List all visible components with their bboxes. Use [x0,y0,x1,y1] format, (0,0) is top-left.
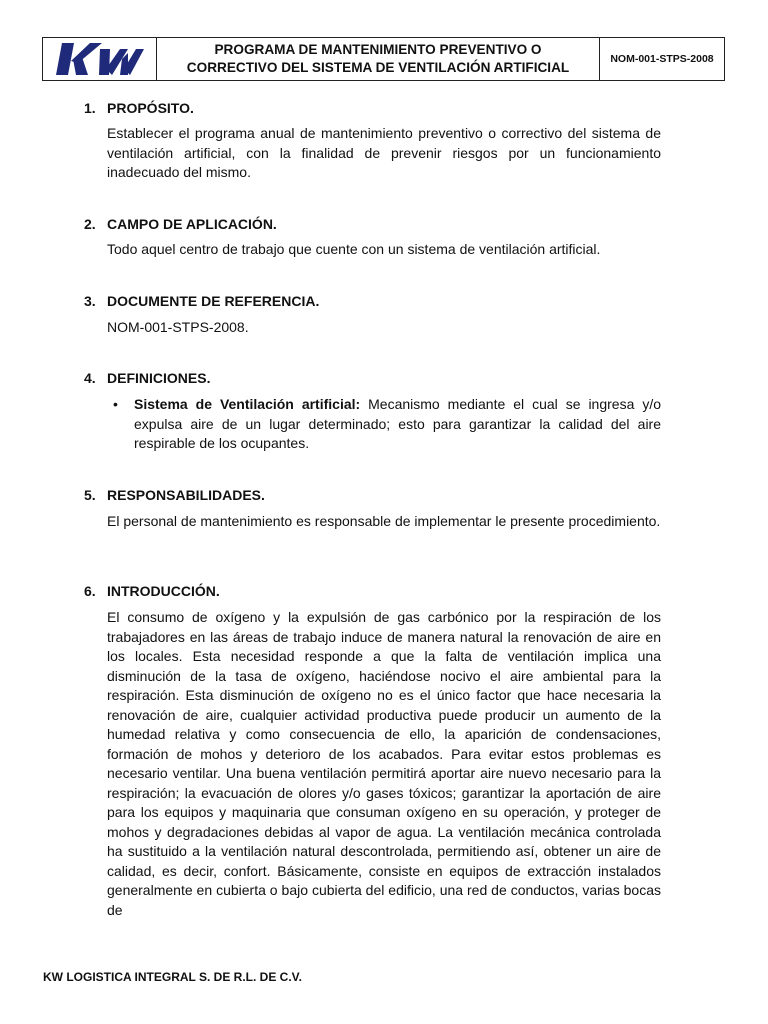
section-number: 4. [84,370,96,386]
section-paragraph: NOM-001-STPS-2008. [107,319,249,335]
company-logo [54,39,146,79]
document-header [42,37,725,81]
section-paragraph: Todo aquel centro de trabajo que cuente con un sistema de ventilación artificial. [107,241,601,257]
section-heading: CAMPO DE APLICACIÓN. [107,216,277,232]
section-number: 1. [84,100,96,116]
document-title [157,38,600,80]
section-heading: INTRODUCCIÓN. [107,583,220,599]
definition-item [134,395,661,454]
definition-term: Sistema de Ventilación artificial: [134,396,361,412]
section-heading: DOCUMENTE DE REFERENCIA. [107,293,320,309]
section-number: 5. [84,487,96,503]
section-paragraph: Establecer el programa anual de mantenimiento preventivo o correctivo del sistema de ventilación artificial, con la finalidad de prevenir riesgos por un funcionamiento inadecuado del mismo. [107,125,661,180]
title-line-1: PROGRAMA DE MANTENIMIENTO PREVENTIVO O [214,42,542,57]
document-code: NOM-001-STPS-2008 [610,53,714,65]
section-heading: RESPONSABILIDADES. [107,487,265,503]
section-heading: PROPÓSITO. [107,100,194,116]
bullet-marker: • [113,396,118,412]
section-number: 2. [84,216,96,232]
section-number: 3. [84,293,96,309]
definition-text: Mecanismo mediante el cual se ingresa y/o expulsa aire de un lugar determinado; esto para garantizar la calidad del aire respirable de los ocupantes. [134,396,661,451]
logo-cell [43,38,157,80]
section-paragraph: El consumo de oxígeno y la expulsión de gas carbónico por la respiración de los trabajadores en las áreas de trabajo induce de manera natural la renovación de aire en los locales. Esta necesidad responde a que la falta de ventilación implica una disminución de la tasa de oxígeno, haciéndose nocivo el aire ambiental para la respiración. Esta disminución de oxígeno no es el único factor que hace necesaria la renovación de aire, cualquier actividad productiva puede producir un aumento de la humedad relativa y como consecuencia de ello, la aparición de condensaciones, formación de mohos y deterioro de los acabados. Para evitar estos problemas es necesario ventilar. Una buena ventilación permitirá aportar aire nuevo necesario para la respiración; la evacuación de olores y/o gases tóxicos; garantizar la aportación de aire para los equipos y maquinaria que consuman oxígeno en su operación, y proteger de mohos y degradaciones debidas al vapor de agua. La ventilación mecánica controlada ha sustituido a la ventilación natural descontrolada, permitiendo así, obtener un aire de calidad, es decir, confort. Básicamente, consiste en equipos de extracción instalados generalmente en cubierta o bajo cubierta del edificio, una red de conductos, varias bocas de [107,609,661,918]
section-number: 6. [84,583,96,599]
section-heading: DEFINICIONES. [107,370,211,386]
section-paragraph: El personal de mantenimiento es responsable de implementar le presente procedimiento. [107,513,661,529]
footer-company: KW LOGISTICA INTEGRAL S. DE R.L. DE C.V. [43,970,302,984]
title-line-2: CORRECTIVO DEL SISTEMA DE VENTILACIÓN ARTIFICIAL [186,60,570,75]
